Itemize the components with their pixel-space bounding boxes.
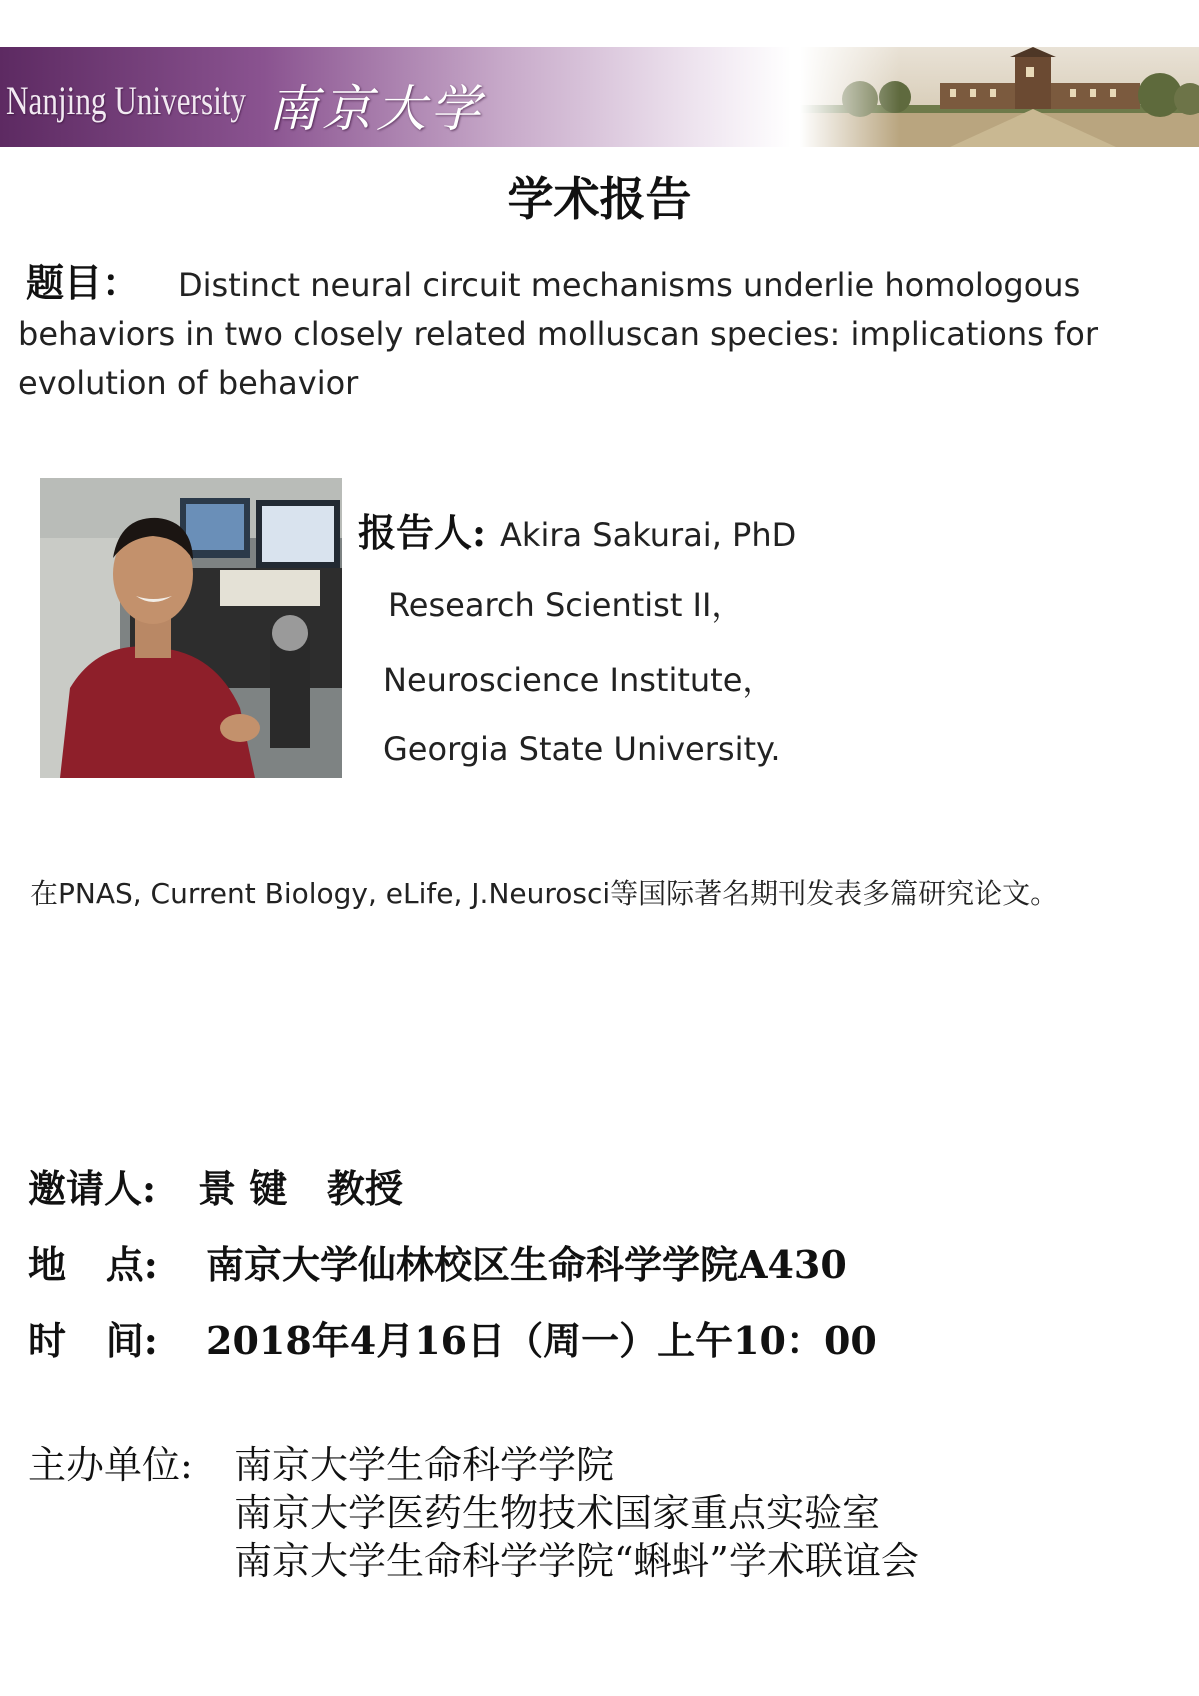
speaker-university: Georgia State University. bbox=[383, 730, 781, 768]
location-label: 地 点: bbox=[28, 1242, 158, 1287]
speaker-name-line bbox=[358, 502, 796, 557]
location-value: 南京大学仙林校区生命科学学院A430 bbox=[206, 1242, 847, 1287]
time-label: 时 间: bbox=[28, 1318, 158, 1363]
page-title: 学术报告 bbox=[507, 172, 692, 226]
university-name-calligraphy: 南京大学 bbox=[268, 80, 484, 138]
topic-title: Distinct neural circuit mechanisms underlie homologous behaviors in two closely related molluscan species: implications for evolution of behavior bbox=[18, 266, 1098, 402]
campus-photo bbox=[800, 47, 1199, 147]
speaker-position: Research Scientist II， bbox=[388, 586, 744, 624]
header-banner bbox=[0, 47, 1199, 147]
inviter-value: 景 键 教授 bbox=[198, 1166, 403, 1211]
topic-block bbox=[18, 258, 1178, 408]
inviter-label: 邀请人: bbox=[28, 1166, 157, 1211]
speaker-name: Akira Sakurai, PhD bbox=[500, 516, 797, 554]
hosts-label: 主办单位: bbox=[28, 1443, 193, 1487]
location-row bbox=[28, 1234, 847, 1289]
host-item: 南京大学生命科学学院 bbox=[234, 1443, 615, 1487]
speaker-institute: Neuroscience Institute， bbox=[383, 661, 775, 699]
speaker-label: 报告人: bbox=[358, 510, 487, 555]
time-value: 2018年4月16日（周一）上午10：00 bbox=[206, 1318, 877, 1363]
publications-note: 在PNAS, Current Biology, eLife, J.Neurosci等国际著名期刊发表多篇研究论文。 bbox=[30, 877, 1059, 910]
university-name-en: Nanjing University bbox=[6, 78, 247, 123]
host-item: 南京大学医药生物技术国家重点实验室 bbox=[234, 1491, 881, 1535]
inviter-row bbox=[28, 1158, 403, 1213]
time-row bbox=[28, 1310, 877, 1365]
host-item: 南京大学生命科学学院“蝌蚪”学术联谊会 bbox=[234, 1539, 919, 1583]
speaker-photo bbox=[40, 478, 342, 778]
topic-label: 题目： bbox=[26, 260, 141, 305]
